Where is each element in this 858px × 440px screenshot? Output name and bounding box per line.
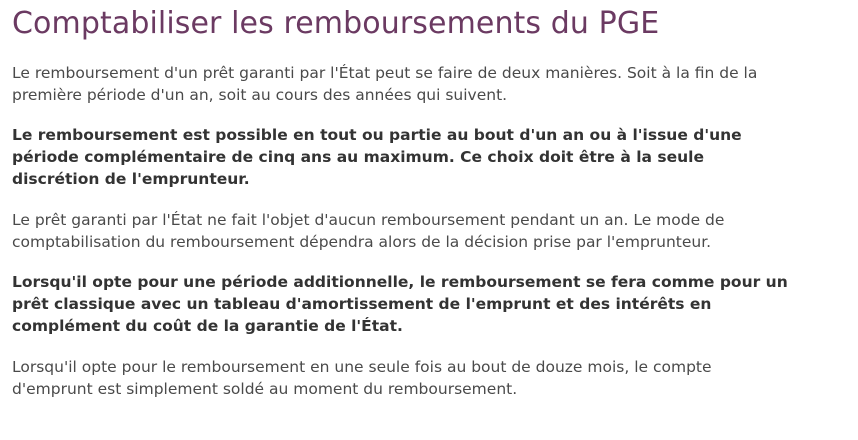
paragraph-single-repayment: Lorsqu'il opte pour le remboursement en une seule fois au bout de douze mois, le compte d'emprunt est simplement soldé au moment du remboursement. [12,358,712,398]
paragraph-no-repayment-first-year: Le prêt garanti par l'État ne fait l'objet d'aucun remboursement pendant un an. Le mode de comptabilisation du remboursement dépendra alors de la décision prise par l'emprunteur. [12,211,725,251]
paragraph-intro: Le remboursement d'un prêt garanti par l'État peut se faire de deux manières. Soit à la fin de la première période d'un an, soit au cours des années qui suivent. [12,64,758,104]
article [12,0,832,400]
page-title: Comptabiliser les remboursements du PGE [12,6,660,41]
paragraph-highlight-repayment-options: Le remboursement est possible en tout ou partie au bout d'un an ou à l'issue d'une période complémentaire de cinq ans au maximum. Ce choix doit être à la seule discrétion de l'emprunteur. [12,126,742,188]
paragraph-highlight-additional-period: Lorsqu'il opte pour une période additionnelle, le remboursement se fera comme pour un prêt classique avec un tableau d'amortissement de l'emprunt et des intérêts en complément du coût de la garantie de l'État. [12,273,788,335]
